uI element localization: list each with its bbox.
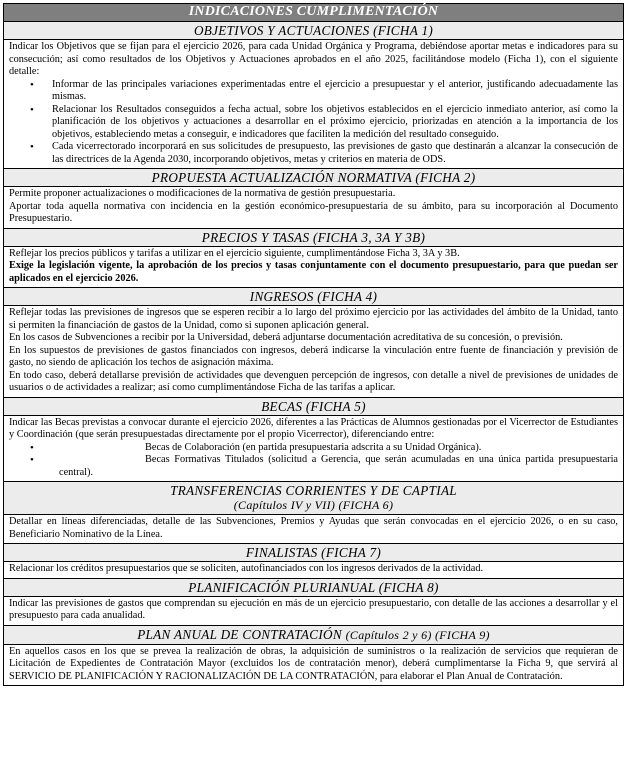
section-body-normativa — [4, 187, 623, 229]
precios-note: Exige la legislación vigente, la aprobación de los precios y tasas conjuntamente con el documento presupuestario, para que puedan ser aplicados en el ejercicio 2026. — [9, 260, 618, 284]
section-heading-plurianual: PLANIFICACIÓN PLURIANUAL (FICHA 8) — [4, 579, 623, 597]
list-item — [9, 454, 618, 479]
transferencias-title: TRANSFERENCIAS CORRIENTES Y DE CAPTIAL — [170, 483, 457, 498]
transferencias-subtitle: (Capítulos IV y VII) (FICHA 6) — [233, 498, 394, 512]
objetivos-intro: Indicar los Objetivos que se fijan para el ejercicio 2026, para cada Unidad Orgánica y Programa, debiéndose aportar metas e indicadores para su consecución; así como resultados de los Objetivos y Actuaciones aprobados en el año 2025, facilitándose modelo (Ficha 1), con el siguiente detalle: — [9, 41, 618, 77]
becas-list — [9, 442, 618, 480]
contratacion-subtitle: (Capítulos 2 y 6) (FICHA 9) — [345, 627, 490, 642]
transferencias-paragraph: Detallar en líneas diferenciadas, detalle de las Subvenciones, Premios y Ayudas que serán convocadas en el ejercicio 2026, o en su caso, Beneficiario Nominativo de la Línea. — [9, 516, 618, 540]
list-item: • Informar de las principales variaciones experimentadas entre el ejercicio a presupuestar y el anterior, justificando adecuadamente las mismas. — [9, 79, 618, 104]
instructions-document — [3, 3, 624, 686]
objetivos-list — [9, 79, 618, 167]
list-item: • Cada vicerrectorado incorporará en sus solicitudes de presupuesto, las previsiones de gasto que destinarán a alcanzar la consecución de las directrices de la Agenda 2030, incorporando objetivos, metas y criterios en materia de ODS. — [9, 141, 618, 166]
ingresos-paragraph: Reflejar todas las previsiones de ingresos que se esperen recibir a lo largo del próximo ejercicio por las actividades del ámbito de la Unidad, tanto si permiten la financiación de gastos de la Unidad, como si suponen aplicación general. — [9, 307, 618, 331]
section-body-plurianual — [4, 597, 623, 626]
contratacion-paragraph: En aquellos casos en los que se prevea la realización de obras, la adquisición de suministros o la realización de servicios que requieran de Licitación de Expedientes de Contratación Mayor (excluidos los de contratación menor), deberá cumplimentarse la Ficha 9, que servirá al SERVICIO DE PLANIFICACIÓN Y RACIONALIZACIÓN DE LA CONTRATACIÓN, para elaborar el Plan Anual de Contratación. — [9, 645, 618, 682]
section-heading-finalistas: FINALISTAS (FICHA 7) — [4, 544, 623, 562]
section-body-precios — [4, 247, 623, 289]
list-item: • Relacionar los Resultados conseguidos a fecha actual, sobre los objetivos establecidos en el ejercicio inmediato anterior, así como la planificación de los objetivos y actuaciones a desarrollar en el próximo ejercicio, priorizadas en atención a la importancia de los objetivos, estableciendo metas a conseguir, e indicadores que faciliten la medición del resultado conseguido. — [9, 104, 618, 142]
section-body-contratacion — [4, 645, 623, 687]
section-heading-precios: PRECIOS Y TASAS (FICHA 3, 3A Y 3B) — [4, 229, 623, 247]
contratacion-title: PLAN ANUAL DE CONTRATACIÓN — [137, 626, 342, 642]
section-body-transferencias — [4, 515, 623, 544]
section-heading-ingresos: INGRESOS (FICHA 4) — [4, 288, 623, 306]
section-heading-normativa: PROPUESTA ACTUALIZACIÓN NORMATIVA (FICHA 2) — [4, 169, 623, 187]
section-heading-contratacion — [4, 626, 623, 645]
plurianual-paragraph: Indicar las previsiones de gastos que comprendan su ejecución en más de un ejercicio presupuestario, con detalle de las acciones a desarrollar y el presupuesto para cada anualidad. — [9, 597, 618, 621]
section-heading-transferencias — [4, 482, 623, 515]
becas-item-text: Becas de Colaboración (en partida presupuestaria adscrita a su Unidad Orgánica). — [145, 441, 482, 453]
ingresos-paragraph: En los supuestos de previsiones de gastos financiados con ingresos, deberá indicarse la vinculación entre fuente de financiación y previsión de gasto, no siendo de aplicación los techos de asignación máxima. — [9, 344, 618, 368]
section-body-objetivos — [4, 40, 623, 169]
document-title: INDICACIONES CUMPLIMENTACIÓN — [4, 4, 623, 22]
normativa-paragraph: Permite proponer actualizaciones o modificaciones de la normativa de gestión presupuestaria. — [9, 188, 396, 199]
section-body-finalistas — [4, 562, 623, 579]
section-heading-becas: BECAS (FICHA 5) — [4, 398, 623, 416]
section-body-ingresos — [4, 306, 623, 398]
normativa-paragraph: Aportar toda aquella normativa con incidencia en la gestión económico-presupuestaria de su ámbito, para su incorporación al Documento Presupuestario. — [9, 200, 618, 224]
section-body-becas — [4, 416, 623, 483]
finalistas-paragraph: Relacionar los créditos presupuestarios que se soliciten, autofinanciados con los ingresos derivados de la actividad. — [9, 563, 484, 574]
ingresos-paragraph: En todo caso, deberá detallarse previsión de actividades que devenguen percepción de ingresos, con detalle a nivel de previsiones de unidades de usuarios o de actividades a realizar; así como cumplimentándose Ficha de las tarifas a aplicar. — [9, 369, 618, 393]
precios-paragraph: Reflejar los precios públicos y tarifas a utilizar en el ejercicio siguiente, cumplimentándose Ficha 3, 3A y 3B. — [9, 247, 460, 259]
becas-intro: Indicar las Becas previstas a convocar durante el ejercicio 2026, diferentes a las Prácticas de Alumnos gestionadas por el Vicerrector de Estudiantes y Coordinación (que serán presupuestadas directamente por el propio Vicerrector), diferenciando entre: — [9, 416, 618, 440]
becas-item-text: Becas Formativas Titulados (solicitud a Gerencia, que serán acumuladas en una única partida presupuestaria central). — [59, 454, 618, 478]
section-heading-objetivos: OBJETIVOS Y ACTUACIONES (FICHA 1) — [4, 22, 623, 40]
ingresos-paragraph: En los casos de Subvenciones a recibir por la Universidad, deberá adjuntarse documentación acreditativa de su concesión, o previsión. — [9, 332, 563, 343]
list-item — [9, 442, 618, 455]
